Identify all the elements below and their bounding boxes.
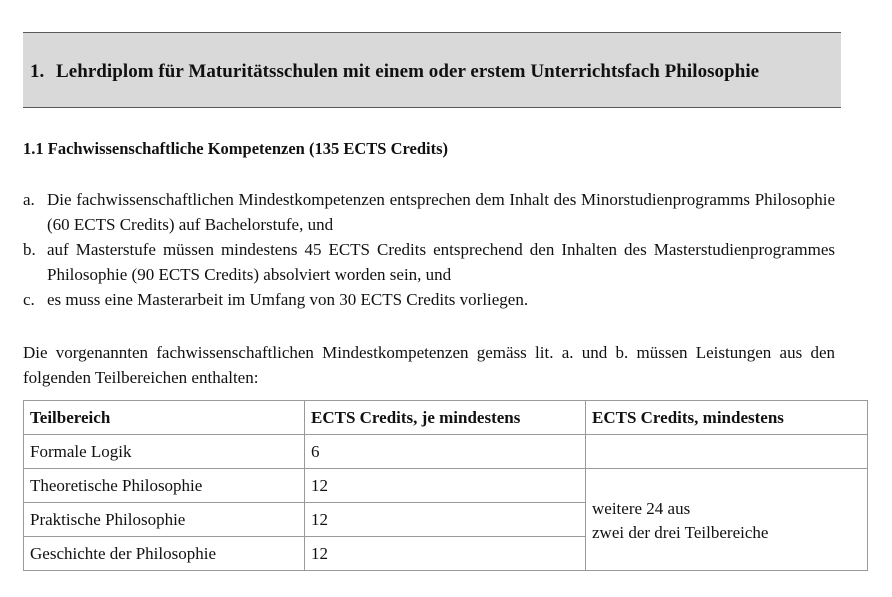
merged-note-line: weitere 24 aus bbox=[592, 498, 691, 518]
requirements-list bbox=[23, 187, 835, 312]
area-cell: Theoretische Philosophie bbox=[24, 469, 305, 503]
column-header: ECTS Credits, je mindestens bbox=[305, 401, 586, 435]
credits-cell: 12 bbox=[305, 537, 586, 571]
column-header: Teilbereich bbox=[24, 401, 305, 435]
intro-paragraph: Die vorgenannten fachwissenschaftlichen Mindestkompetenzen gemäss lit. a. und b. müssen Leistungen aus den folgenden Teilbereichen enthalten: bbox=[23, 343, 835, 387]
list-marker: a. bbox=[23, 190, 35, 209]
credits-cell: 12 bbox=[305, 469, 586, 503]
list-item-text: es muss eine Masterarbeit im Umfang von 30 ECTS Credits vorliegen. bbox=[47, 290, 529, 309]
column-header: ECTS Credits, mindestens bbox=[586, 401, 868, 435]
list-item bbox=[23, 237, 835, 287]
credits-table bbox=[23, 400, 868, 571]
credits-cell: 6 bbox=[305, 435, 586, 469]
area-cell: Praktische Philosophie bbox=[24, 503, 305, 537]
table-row bbox=[24, 435, 868, 469]
list-item bbox=[23, 287, 835, 312]
list-item bbox=[23, 187, 835, 237]
section-heading-box bbox=[23, 32, 841, 108]
merged-note-line: zwei der drei Teilbereiche bbox=[592, 522, 769, 542]
section-title: Lehrdiplom für Maturitätsschulen mit einem oder erstem Unterrichtsfach Philosophie bbox=[56, 61, 760, 82]
merged-note-cell bbox=[586, 469, 868, 571]
section-heading bbox=[30, 61, 759, 83]
section-number: 1. bbox=[30, 61, 45, 82]
empty-cell bbox=[586, 435, 868, 469]
list-item-text: auf Masterstufe müssen mindestens 45 ECTS Credits entsprechend den Inhalten des Masterstudienprogrammes Philosophie (90 ECTS Credits) absolviert worden sein, und bbox=[47, 240, 835, 284]
list-item-text: Die fachwissenschaftlichen Mindestkompetenzen entsprechen dem Inhalt des Minorstudienprogramms Philosophie (60 ECTS Credits) auf Bachelorstufe, und bbox=[47, 190, 835, 234]
list-marker: c. bbox=[23, 290, 35, 309]
area-cell: Formale Logik bbox=[24, 435, 305, 469]
credits-cell: 12 bbox=[305, 503, 586, 537]
table-header-row bbox=[24, 401, 868, 435]
subsection-heading: 1.1 Fachwissenschaftliche Kompetenzen (135 ECTS Credits) bbox=[23, 139, 449, 158]
area-cell: Geschichte der Philosophie bbox=[24, 537, 305, 571]
list-marker: b. bbox=[23, 240, 36, 259]
table-row bbox=[24, 469, 868, 503]
